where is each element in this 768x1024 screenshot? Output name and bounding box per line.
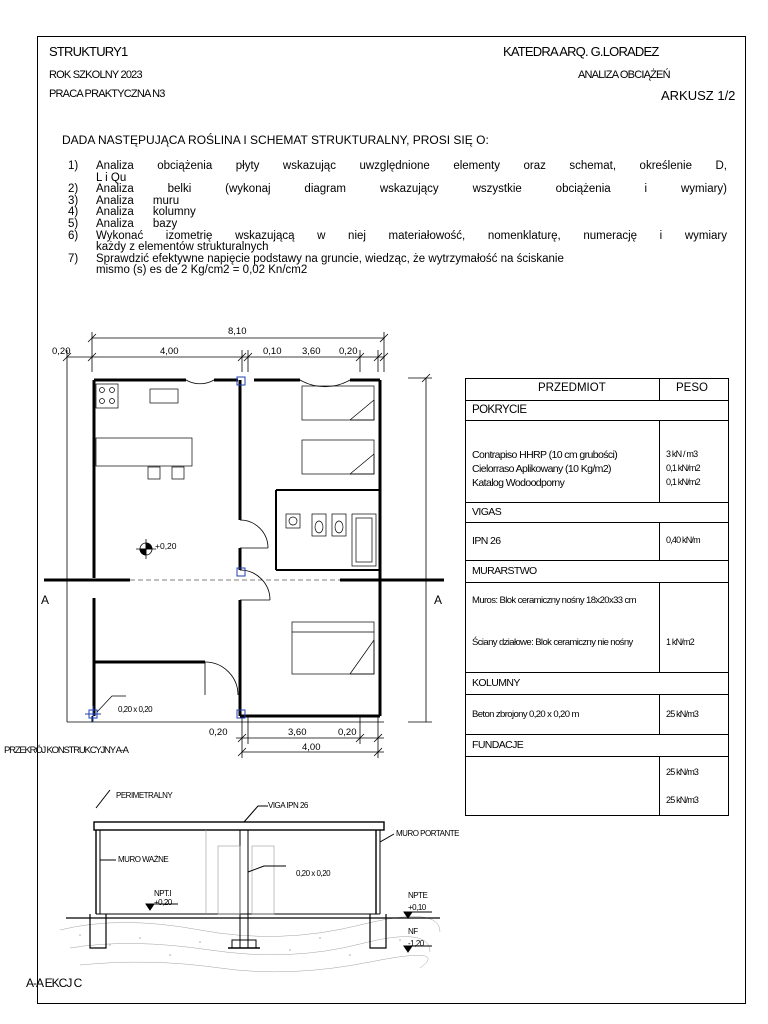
dim-top-3: 0,10 <box>263 346 282 357</box>
item-label: Ściany działowe: Blok ceramiczny nie nośny <box>472 637 633 648</box>
dim-bottom-1: 0,20 <box>209 727 228 738</box>
section-title: PRZEKRÓJ KONSTRUKCYJNY A-A <box>4 745 128 756</box>
task-text-cont: każdy z elementów strukturalnych <box>96 241 269 254</box>
task-text-cont: mismo (s) es de 2 Kg/cm2 = 0,02 Kn/cm2 <box>96 264 308 277</box>
section-marker-left: A <box>41 593 50 607</box>
item-value: 25 kN/m3 <box>666 767 699 777</box>
item-label: Contrapiso HHRP (10 cm grubości) <box>472 449 618 461</box>
section-title: FUNDACJE <box>472 739 524 751</box>
intro-text: DADA NASTĘPUJĄCA ROŚLINA I SCHEMAT STRUKTURALNY, PROSI SIĘ O: <box>62 133 489 147</box>
item-value: 0,1 kN/m2 <box>666 477 700 487</box>
label-muro-portante-1: MURO PORTANTE <box>396 829 459 838</box>
section-title: MURARSTWO <box>472 565 537 577</box>
section-title: KOLUMNY <box>472 677 520 689</box>
label-nptl: NPT.I <box>154 889 172 898</box>
task-text: Analiza kolumny <box>96 206 196 219</box>
item-label: Cielorraso Aplikowany (10 Kg/m2) <box>472 463 611 475</box>
section-marker-right: A <box>434 593 443 607</box>
task-text: Analiza obciążenia płyty wskazując uwzględnione elementy oraz schemat, określenie D, <box>96 160 727 172</box>
task-number: 6) <box>68 229 79 242</box>
dim-top-1: 0,20 <box>52 346 71 357</box>
column-label: 0,20 x 0,20 <box>118 705 153 714</box>
topic: ANALIZA OBCIĄŻEŃ <box>578 69 670 81</box>
task-text-cont: L i Qu <box>96 171 127 184</box>
section-title: VIGAS <box>472 506 502 518</box>
item-value: 0,40 kN/m <box>666 535 700 545</box>
task-number: 3) <box>68 194 79 207</box>
task-number: 5) <box>68 217 79 230</box>
item-label: Katalog Wodoodporny <box>472 477 565 489</box>
task-number: 7) <box>68 252 79 265</box>
item-value: 1 kN/m2 <box>666 637 694 647</box>
sheet-number: ARKUSZ 1/2 <box>661 88 736 103</box>
label-nf-value: -1,20 <box>408 939 424 948</box>
label-muro-wazne: MURO WAŻNE <box>118 855 169 864</box>
header-subject: PRZEDMIOT <box>538 382 606 394</box>
task-text: Analiza bazy <box>96 217 178 230</box>
dim-bottom-total: 4,00 <box>302 742 321 753</box>
dim-bottom-2: 3,60 <box>288 727 307 738</box>
task-number: 4) <box>68 206 79 219</box>
item-label: IPN 26 <box>472 535 501 547</box>
item-value: 3 kN / m3 <box>666 449 698 459</box>
work-number: PRACA PRAKTYCZNA N3 <box>49 88 165 100</box>
school-year: ROK SZKOLNY 2023 <box>49 69 142 81</box>
dim-top-2: 4,00 <box>160 346 179 357</box>
dim-total: 8,10 <box>228 326 247 337</box>
item-label: Muros: Blok ceramiczny nośny 18x20x33 cm <box>472 595 636 606</box>
task-text: Analiza muru <box>96 194 180 207</box>
item-label: Beton zbrojony 0,20 x 0,20 m <box>472 709 579 720</box>
label-npte-value: +0,10 <box>408 903 426 912</box>
dim-top-5: 0,20 <box>339 346 358 357</box>
item-value: 0,1 kN/m2 <box>666 463 700 473</box>
task-text: Analiza belki (wykonaj diagram wskazujący wszystkie obciążenia i wymiary) <box>96 183 727 196</box>
level-value: +0,20 <box>155 541 177 551</box>
course-title: STRUKTURY1 <box>49 44 128 59</box>
task-text: Wykonać izometrię wskazującą w niej materiałowość, nomenklaturę, numerację i wymiary <box>96 229 727 242</box>
task-number: 1) <box>68 160 79 172</box>
department: KATEDRA ARQ. G.LORADEZ <box>503 44 659 59</box>
label-npte: NPTE <box>408 891 428 900</box>
dim-bottom-3: 0,20 <box>338 727 357 738</box>
label-viga: VIGA IPN 26 <box>268 801 308 810</box>
section-title: POKRYCIE <box>472 404 527 416</box>
item-value: 25 kN/m3 <box>666 709 699 719</box>
label-nptl-value: +0,20 <box>154 898 172 907</box>
header-weight: PESO <box>676 382 708 394</box>
footer-label: A-A EKCJ C <box>26 976 82 990</box>
task-text: Sprawdzić efektywne napięcie podstawy na gruncie, wiedząc, że wytrzymałość na ściskanie <box>96 252 564 265</box>
label-nf: NF <box>408 927 418 936</box>
item-value: 25 kN/m3 <box>666 795 699 805</box>
label-column: 0,20 x 0,20 <box>296 869 331 878</box>
label-perimetral: PERIMETRALNY <box>116 791 173 800</box>
task-number: 2) <box>68 183 79 196</box>
dim-top-4: 3,60 <box>302 346 321 357</box>
